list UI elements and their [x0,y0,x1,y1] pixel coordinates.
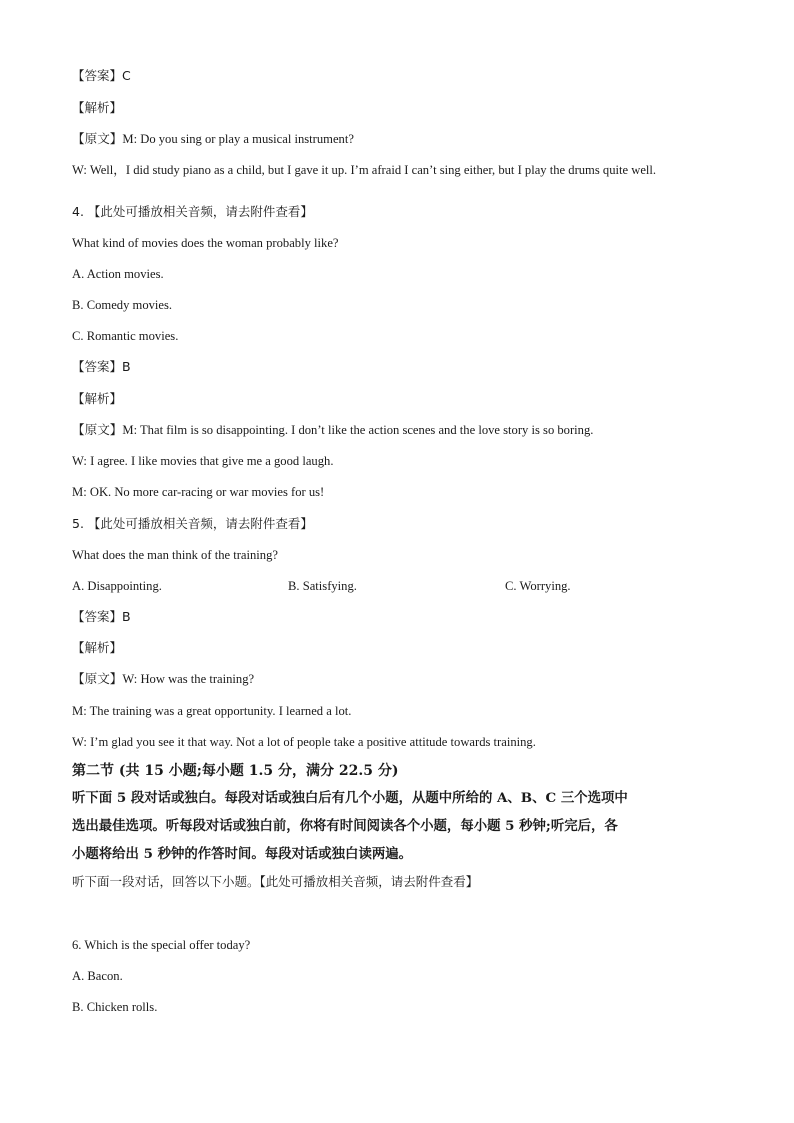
section-2-instructions: 听下面 5 段对话或独白。每段对话或独白后有几个小题，从题中所给的 A、B、C 三个选项中 [72,790,628,806]
transcript-line: 【原文】M: That film is so disappointing. I don’t like the action scenes and the love story is so boring. [72,423,594,437]
question-5-option-c: C. Worrying. [505,579,571,593]
transcript-line: 【原文】M: Do you sing or play a musical instrument? [72,132,354,146]
section-2-title: 第二节 (共 15 小题;每小题 1.5 分，满分 22.5 分) [72,763,399,779]
answer-label: 【答案】C [72,68,131,83]
analysis-label: 【解析】 [72,391,123,406]
question-4-header: 4. 【此处可播放相关音频，请去附件查看】 [72,204,313,219]
answer-label: 【答案】B [72,609,131,624]
question-4-option-c: C. Romantic movies. [72,329,179,343]
analysis-label: 【解析】 [72,100,123,115]
question-5-option-b: B. Satisfying. [288,579,357,593]
answer-label: 【答案】B [72,359,131,374]
section-2-note: 听下面一段对话，回答以下小题。【此处可播放相关音频，请去附件查看】 [72,874,479,889]
transcript-line: 【原文】W: How was the training? [72,672,255,686]
question-4-option-a: A. Action movies. [72,267,164,281]
question-5-stem: What does the man think of the training? [72,548,278,562]
transcript-line: W: Well，I did study piano as a child, but I gave it up. I’m afraid I can’t sing either, but I play the drums quite well. [72,163,657,177]
question-6-stem: 6. Which is the special offer today? [72,938,251,952]
transcript-line: M: OK. No more car-racing or war movies for us! [72,485,325,499]
transcript-line: M: The training was a great opportunity. I learned a lot. [72,704,352,718]
transcript-line: W: I agree. I like movies that give me a good laugh. [72,454,334,468]
analysis-label: 【解析】 [72,640,123,655]
question-6-option-a: A. Bacon. [72,969,123,983]
section-2-instructions: 小题将给出 5 秒钟的作答时间。每段对话或独白读两遍。 [72,846,413,862]
question-6-option-b: B. Chicken rolls. [72,1000,158,1014]
transcript-line: W: I’m glad you see it that way. Not a lot of people take a positive attitude towards training. [72,735,536,749]
question-4-option-b: B. Comedy movies. [72,298,173,312]
section-2-instructions: 选出最佳选项。听每段对话或独白前，你将有时间阅读各个小题，每小题 5 秒钟;听完后，各 [72,818,618,834]
question-5-option-a: A. Disappointing. [72,579,162,593]
question-5-header: 5. 【此处可播放相关音频，请去附件查看】 [72,516,313,531]
question-4-stem: What kind of movies does the woman probably like? [72,236,339,250]
